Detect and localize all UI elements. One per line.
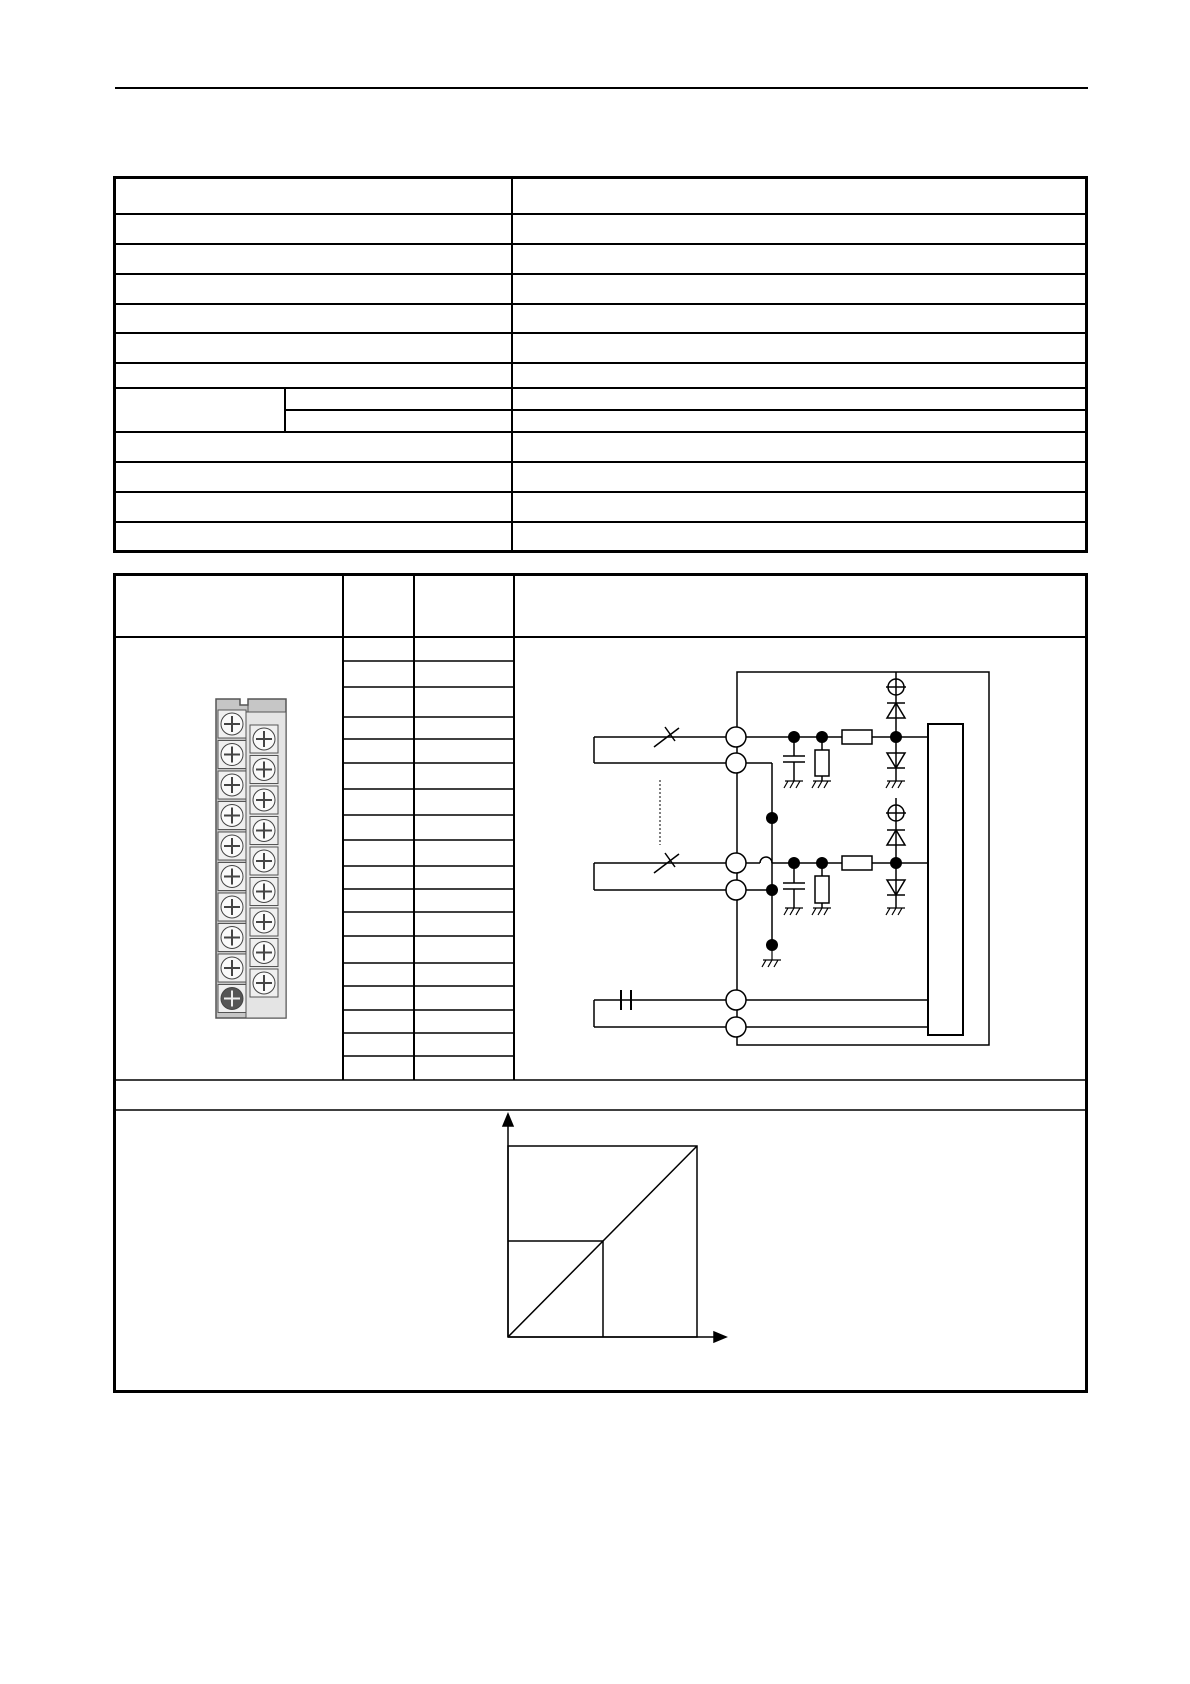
terminal-screw-icon	[218, 985, 246, 1013]
terminal-screw-icon	[250, 756, 278, 784]
terminal-screw-icon	[250, 817, 278, 845]
terminal-screw-icon	[218, 924, 246, 952]
terminal-screw-icon	[218, 771, 246, 799]
circuit-nodes	[766, 731, 902, 951]
terminal-screw-icon	[218, 893, 246, 921]
terminal-screw-icon	[218, 710, 246, 738]
terminal-screw-icon	[218, 741, 246, 769]
terminal-circles	[726, 727, 746, 1037]
terminal-screw-icon	[218, 863, 246, 891]
ground-symbols	[762, 781, 905, 967]
terminal-screw-icon	[218, 954, 246, 982]
terminal-screw-icon	[250, 786, 278, 814]
terminal-screw-icon	[250, 847, 278, 875]
terminal-rows	[343, 661, 514, 1056]
terminal-screw-icon	[250, 908, 278, 936]
terminal-screw-icon	[218, 802, 246, 830]
terminal-screw-icon	[250, 725, 278, 753]
terminal-screw-icon	[218, 832, 246, 860]
io-relation-graph	[503, 1114, 726, 1342]
terminal-screw-icon	[250, 878, 278, 906]
terminal-screw-icon	[250, 939, 278, 967]
terminal-screw-icon	[250, 969, 278, 997]
